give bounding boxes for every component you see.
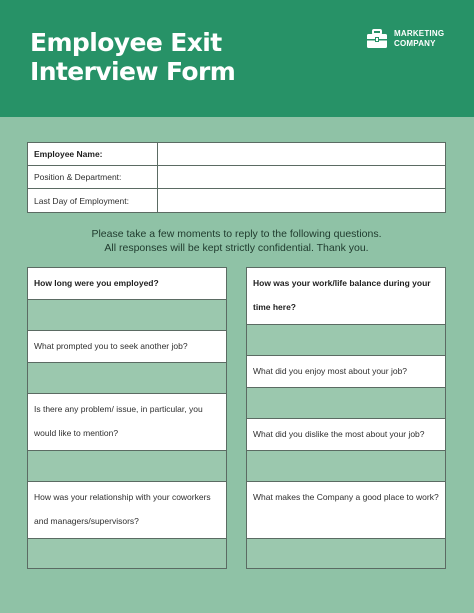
intro-line-1: Please take a few moments to reply to the following questions. <box>91 228 382 240</box>
info-row-position <box>28 166 445 189</box>
info-label: Last Day of Employment: <box>28 189 158 212</box>
title-line-2: Interview Form <box>30 57 236 86</box>
question-label: How was your work/life balance during your time here? <box>247 268 445 325</box>
question-label: Is there any problem/ issue, in particular, you would like to mention? <box>28 394 226 451</box>
answer-field[interactable] <box>247 388 445 419</box>
intro-line-2: All responses will be kept strictly confidential. Thank you. <box>104 242 369 254</box>
question-label: What did you dislike the most about your job? <box>247 419 445 451</box>
logo-text-line-1: MARKETING <box>394 29 445 38</box>
info-label: Position & Department: <box>28 166 158 188</box>
info-row-employee-name <box>28 143 445 166</box>
logo-text <box>394 29 444 49</box>
answer-field[interactable] <box>28 451 226 482</box>
employee-name-field[interactable] <box>158 143 445 165</box>
right-question-column <box>246 267 446 569</box>
answer-field[interactable] <box>247 451 445 482</box>
title-line-1: Employee Exit <box>30 28 222 57</box>
info-row-last-day <box>28 189 445 212</box>
briefcase-icon <box>366 29 388 49</box>
page-header <box>0 0 474 117</box>
left-question-column <box>27 267 227 569</box>
page-title <box>30 28 235 86</box>
answer-field[interactable] <box>28 300 226 331</box>
employee-info-table <box>27 142 446 213</box>
question-label: How long were you employed? <box>28 268 226 300</box>
question-label: What did you enjoy most about your job? <box>247 356 445 388</box>
position-department-field[interactable] <box>158 166 445 188</box>
last-day-field[interactable] <box>158 189 445 212</box>
info-label: Employee Name: <box>28 143 158 165</box>
answer-field[interactable] <box>247 325 445 356</box>
question-label: How was your relationship with your coworkers and managers/supervisors? <box>28 482 226 539</box>
question-label: What makes the Company a good place to work? <box>247 482 445 539</box>
logo-text-line-2: COMPANY <box>394 39 436 48</box>
intro-text <box>27 227 446 255</box>
question-label: What prompted you to seek another job? <box>28 331 226 363</box>
answer-field[interactable] <box>247 539 445 568</box>
company-logo <box>366 28 444 50</box>
answer-field[interactable] <box>28 363 226 394</box>
answer-field[interactable] <box>28 539 226 568</box>
